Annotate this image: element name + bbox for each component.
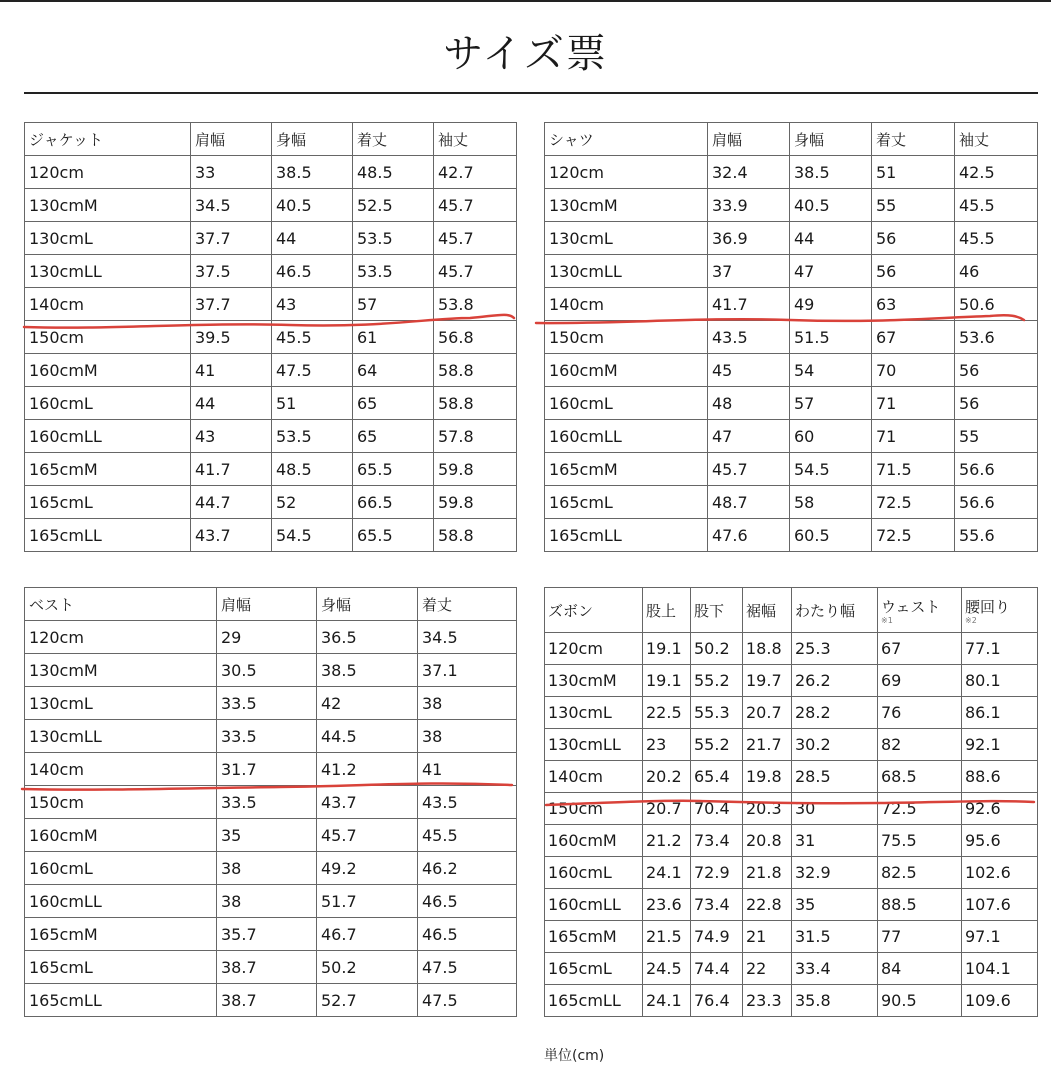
header-label: 身幅: [321, 595, 352, 614]
measurement-cell: 46.5: [418, 918, 517, 951]
measurement-cell: 104.1: [962, 953, 1038, 985]
measurement-cell: 45.5: [955, 189, 1038, 222]
size-label: 160cmLL: [545, 420, 708, 453]
header-label: 肩幅: [221, 595, 252, 614]
measurement-cell: 76: [878, 697, 962, 729]
size-label: 150cm: [545, 793, 643, 825]
size-label: 160cmM: [545, 354, 708, 387]
size-label: 130cmM: [25, 654, 217, 687]
measurement-cell: 48.7: [708, 486, 790, 519]
size-label: 165cmL: [545, 486, 708, 519]
header-label: 裾幅: [746, 601, 777, 620]
measurement-cell: 72.9: [691, 857, 743, 889]
size-label: 165cmLL: [25, 984, 217, 1017]
measurement-cell: 37: [708, 255, 790, 288]
measurement-cell: 56.8: [434, 321, 517, 354]
measurement-cell: 41.2: [317, 753, 418, 786]
measurement-cell: 20.3: [743, 793, 792, 825]
measurement-cell: 33.5: [217, 687, 317, 720]
measurement-cell: 23.6: [643, 889, 691, 921]
measurement-cell: 55.2: [691, 729, 743, 761]
measurement-cell: 26.2: [792, 665, 878, 697]
measurement-cell: 51.7: [317, 885, 418, 918]
measurement-cell: 47.5: [418, 951, 517, 984]
measurement-cell: 72.5: [878, 793, 962, 825]
measurement-cell: 24.1: [643, 857, 691, 889]
size-label: 130cmLL: [545, 255, 708, 288]
measurement-cell: 44: [272, 222, 353, 255]
measurement-cell: 44: [790, 222, 872, 255]
measurement-cell: 46.5: [418, 885, 517, 918]
measurement-cell: 31: [792, 825, 878, 857]
size-label: 165cmM: [25, 453, 191, 486]
measurement-cell: 56: [955, 387, 1038, 420]
measurement-cell: 71.5: [872, 453, 955, 486]
unit-note: 単位(cm): [544, 1048, 605, 1064]
measurement-cell: 45.5: [955, 222, 1038, 255]
size-label: 160cmL: [25, 387, 191, 420]
measurement-cell: 45.5: [272, 321, 353, 354]
size-label: 120cm: [545, 633, 643, 665]
header-footnote-mark: ※2: [965, 615, 977, 625]
measurement-cell: 33.5: [217, 786, 317, 819]
measurement-cell: 28.2: [792, 697, 878, 729]
size-label: 160cmLL: [25, 420, 191, 453]
measurement-cell: 95.6: [962, 825, 1038, 857]
size-label: 140cm: [545, 761, 643, 793]
measurement-cell: 38: [418, 720, 517, 753]
measurement-cell: 55.6: [955, 519, 1038, 552]
measurement-cell: 45.7: [434, 255, 517, 288]
measurement-cell: 21.5: [643, 921, 691, 953]
measurement-cell: 33: [191, 156, 272, 189]
pants-140cm-underline: [546, 801, 1034, 805]
size-label: 130cmM: [545, 189, 708, 222]
header-label: 身幅: [794, 130, 825, 149]
measurement-cell: 56.6: [955, 486, 1038, 519]
measurement-cell: 45.7: [708, 453, 790, 486]
header-label: 袖丈: [438, 130, 469, 149]
measurement-cell: 37.1: [418, 654, 517, 687]
measurement-cell: 18.8: [743, 633, 792, 665]
measurement-cell: 33.4: [792, 953, 878, 985]
measurement-cell: 53.8: [434, 288, 517, 321]
measurement-cell: 56: [872, 255, 955, 288]
measurement-cell: 38: [418, 687, 517, 720]
measurement-cell: 84: [878, 953, 962, 985]
measurement-cell: 44: [191, 387, 272, 420]
measurement-cell: 59.8: [434, 453, 517, 486]
measurement-cell: 38.7: [217, 984, 317, 1017]
measurement-cell: 56: [872, 222, 955, 255]
measurement-cell: 47: [790, 255, 872, 288]
measurement-cell: 92.1: [962, 729, 1038, 761]
measurement-cell: 38: [217, 885, 317, 918]
size-label: 130cmM: [25, 189, 191, 222]
measurement-cell: 67: [878, 633, 962, 665]
measurement-cell: 59.8: [434, 486, 517, 519]
vest-140cm-underline: [22, 783, 512, 789]
measurement-cell: 73.4: [691, 889, 743, 921]
measurement-cell: 20.2: [643, 761, 691, 793]
measurement-cell: 38: [217, 852, 317, 885]
measurement-cell: 35.8: [792, 985, 878, 1017]
measurement-cell: 45.7: [434, 222, 517, 255]
measurement-cell: 49.2: [317, 852, 418, 885]
measurement-cell: 23: [643, 729, 691, 761]
measurement-cell: 42: [317, 687, 418, 720]
measurement-cell: 88.6: [962, 761, 1038, 793]
size-label: 165cmLL: [545, 519, 708, 552]
measurement-cell: 19.7: [743, 665, 792, 697]
measurement-cell: 65.5: [353, 519, 434, 552]
measurement-cell: 53.5: [353, 255, 434, 288]
measurement-cell: 32.4: [708, 156, 790, 189]
measurement-cell: 55.2: [691, 665, 743, 697]
measurement-cell: 88.5: [878, 889, 962, 921]
measurement-cell: 51.5: [790, 321, 872, 354]
measurement-cell: 43.5: [708, 321, 790, 354]
measurement-cell: 46: [955, 255, 1038, 288]
measurement-cell: 46.2: [418, 852, 517, 885]
measurement-cell: 43.5: [418, 786, 517, 819]
measurement-cell: 82: [878, 729, 962, 761]
measurement-cell: 47: [708, 420, 790, 453]
measurement-cell: 60: [790, 420, 872, 453]
measurement-cell: 46.5: [272, 255, 353, 288]
measurement-cell: 82.5: [878, 857, 962, 889]
measurement-cell: 80.1: [962, 665, 1038, 697]
size-label: 165cmL: [25, 951, 217, 984]
measurement-cell: 58.8: [434, 519, 517, 552]
measurement-cell: 71: [872, 387, 955, 420]
size-label: 130cmM: [545, 665, 643, 697]
measurement-cell: 97.1: [962, 921, 1038, 953]
measurement-cell: 45.7: [317, 819, 418, 852]
size-label: 130cmL: [545, 697, 643, 729]
measurement-cell: 56.6: [955, 453, 1038, 486]
measurement-cell: 65.5: [353, 453, 434, 486]
measurement-cell: 43.7: [317, 786, 418, 819]
measurement-cell: 46.7: [317, 918, 418, 951]
measurement-cell: 19.8: [743, 761, 792, 793]
measurement-cell: 54.5: [790, 453, 872, 486]
measurement-cell: 76.4: [691, 985, 743, 1017]
measurement-cell: 42.5: [955, 156, 1038, 189]
measurement-cell: 52.5: [353, 189, 434, 222]
size-label: 130cmL: [25, 222, 191, 255]
size-label: 160cmLL: [545, 889, 643, 921]
measurement-cell: 32.9: [792, 857, 878, 889]
measurement-cell: 30.5: [217, 654, 317, 687]
measurement-cell: 45.7: [434, 189, 517, 222]
measurement-cell: 57: [790, 387, 872, 420]
measurement-cell: 19.1: [643, 665, 691, 697]
measurement-cell: 73.4: [691, 825, 743, 857]
measurement-cell: 21.7: [743, 729, 792, 761]
jacket-140cm-underline: [24, 315, 514, 328]
size-label: 120cm: [25, 621, 217, 654]
measurement-cell: 47.5: [418, 984, 517, 1017]
measurement-cell: 43: [272, 288, 353, 321]
measurement-cell: 58: [790, 486, 872, 519]
header-label: 股下: [694, 601, 725, 620]
measurement-cell: 40.5: [272, 189, 353, 222]
measurement-cell: 31.5: [792, 921, 878, 953]
measurement-cell: 33.9: [708, 189, 790, 222]
measurement-cell: 60.5: [790, 519, 872, 552]
measurement-cell: 54: [790, 354, 872, 387]
measurement-cell: 53.5: [353, 222, 434, 255]
measurement-cell: 19.1: [643, 633, 691, 665]
measurement-cell: 52.7: [317, 984, 418, 1017]
measurement-cell: 64: [353, 354, 434, 387]
header-footnote-mark: ※1: [881, 615, 893, 625]
size-label: 160cmM: [25, 819, 217, 852]
size-label: 140cm: [25, 753, 217, 786]
size-label: 165cmM: [545, 453, 708, 486]
measurement-cell: 38.5: [317, 654, 418, 687]
measurement-cell: 38.5: [272, 156, 353, 189]
measurement-cell: 35: [217, 819, 317, 852]
measurement-cell: 38.5: [790, 156, 872, 189]
header-label: 袖丈: [959, 130, 990, 149]
size-label: 140cm: [545, 288, 708, 321]
measurement-cell: 38.7: [217, 951, 317, 984]
size-label: 165cmL: [25, 486, 191, 519]
measurement-cell: 61: [353, 321, 434, 354]
size-label: 130cmLL: [25, 255, 191, 288]
measurement-cell: 50.6: [955, 288, 1038, 321]
measurement-cell: 74.4: [691, 953, 743, 985]
measurement-cell: 35: [792, 889, 878, 921]
measurement-cell: 41: [191, 354, 272, 387]
measurement-cell: 55.3: [691, 697, 743, 729]
measurement-cell: 51: [872, 156, 955, 189]
page-title: サイズ票: [443, 31, 608, 77]
measurement-cell: 25.3: [792, 633, 878, 665]
measurement-cell: 69: [878, 665, 962, 697]
size-label: 160cmL: [545, 387, 708, 420]
measurement-cell: 109.6: [962, 985, 1038, 1017]
header-label: 股上: [646, 601, 677, 620]
measurement-cell: 20.7: [743, 697, 792, 729]
header-label: ベスト: [29, 595, 75, 614]
measurement-cell: 42.7: [434, 156, 517, 189]
measurement-cell: 50.2: [691, 633, 743, 665]
measurement-cell: 28.5: [792, 761, 878, 793]
measurement-cell: 50.2: [317, 951, 418, 984]
header-label: 肩幅: [195, 130, 226, 149]
shirts-140cm-underline: [536, 315, 1024, 323]
size-label: 160cmM: [545, 825, 643, 857]
size-label: 160cmL: [25, 852, 217, 885]
header-label: 着丈: [422, 595, 453, 614]
measurement-cell: 52: [272, 486, 353, 519]
measurement-cell: 77.1: [962, 633, 1038, 665]
measurement-cell: 75.5: [878, 825, 962, 857]
measurement-cell: 41.7: [708, 288, 790, 321]
measurement-cell: 37.5: [191, 255, 272, 288]
measurement-cell: 58.8: [434, 354, 517, 387]
measurement-cell: 41: [418, 753, 517, 786]
measurement-cell: 77: [878, 921, 962, 953]
measurement-cell: 44.5: [317, 720, 418, 753]
size-label: 165cmM: [545, 921, 643, 953]
size-label: 150cm: [545, 321, 708, 354]
measurement-cell: 40.5: [790, 189, 872, 222]
measurement-cell: 34.5: [418, 621, 517, 654]
measurement-cell: 63: [872, 288, 955, 321]
measurement-cell: 21: [743, 921, 792, 953]
size-label: 130cmLL: [545, 729, 643, 761]
measurement-cell: 45.5: [418, 819, 517, 852]
size-label: 130cmL: [545, 222, 708, 255]
measurement-cell: 48.5: [353, 156, 434, 189]
measurement-cell: 49: [790, 288, 872, 321]
measurement-cell: 53.5: [272, 420, 353, 453]
measurement-cell: 41.7: [191, 453, 272, 486]
measurement-cell: 24.5: [643, 953, 691, 985]
measurement-cell: 35.7: [217, 918, 317, 951]
measurement-cell: 37.7: [191, 222, 272, 255]
size-label: 130cmL: [25, 687, 217, 720]
measurement-cell: 70: [872, 354, 955, 387]
measurement-cell: 44.7: [191, 486, 272, 519]
measurement-cell: 36.5: [317, 621, 418, 654]
measurement-cell: 55: [955, 420, 1038, 453]
header-label: 腰回り: [965, 597, 1011, 616]
measurement-cell: 30: [792, 793, 878, 825]
measurement-cell: 22: [743, 953, 792, 985]
measurement-cell: 47.6: [708, 519, 790, 552]
size-label: 150cm: [25, 786, 217, 819]
size-label: 160cmM: [25, 354, 191, 387]
measurement-cell: 72.5: [872, 519, 955, 552]
measurement-cell: 21.2: [643, 825, 691, 857]
measurement-cell: 90.5: [878, 985, 962, 1017]
measurement-cell: 34.5: [191, 189, 272, 222]
measurement-cell: 53.6: [955, 321, 1038, 354]
measurement-cell: 29: [217, 621, 317, 654]
header-label: 着丈: [876, 130, 907, 149]
measurement-cell: 21.8: [743, 857, 792, 889]
measurement-cell: 71: [872, 420, 955, 453]
measurement-cell: 57: [353, 288, 434, 321]
measurement-cell: 30.2: [792, 729, 878, 761]
measurement-cell: 65: [353, 387, 434, 420]
size-label: 165cmL: [545, 953, 643, 985]
measurement-cell: 66.5: [353, 486, 434, 519]
measurement-cell: 43: [191, 420, 272, 453]
measurement-cell: 31.7: [217, 753, 317, 786]
measurement-cell: 24.1: [643, 985, 691, 1017]
measurement-cell: 54.5: [272, 519, 353, 552]
header-label: わたり幅: [795, 601, 856, 620]
measurement-cell: 33.5: [217, 720, 317, 753]
measurement-cell: 43.7: [191, 519, 272, 552]
measurement-cell: 58.8: [434, 387, 517, 420]
header-label: ズボン: [548, 601, 594, 620]
measurement-cell: 47.5: [272, 354, 353, 387]
header-label: 身幅: [276, 130, 307, 149]
measurement-cell: 22.5: [643, 697, 691, 729]
measurement-cell: 45: [708, 354, 790, 387]
size-label: 160cmLL: [25, 885, 217, 918]
header-label: ジャケット: [29, 130, 103, 149]
size-label: 140cm: [25, 288, 191, 321]
header-label: 肩幅: [712, 130, 743, 149]
measurement-cell: 56: [955, 354, 1038, 387]
measurement-cell: 20.8: [743, 825, 792, 857]
measurement-cell: 37.7: [191, 288, 272, 321]
size-label: 165cmLL: [545, 985, 643, 1017]
measurement-cell: 48.5: [272, 453, 353, 486]
size-label: 130cmLL: [25, 720, 217, 753]
measurement-cell: 39.5: [191, 321, 272, 354]
measurement-cell: 57.8: [434, 420, 517, 453]
measurement-cell: 22.8: [743, 889, 792, 921]
header-label: シャツ: [549, 130, 594, 149]
measurement-cell: 74.9: [691, 921, 743, 953]
measurement-cell: 67: [872, 321, 955, 354]
measurement-cell: 65: [353, 420, 434, 453]
measurement-cell: 86.1: [962, 697, 1038, 729]
measurement-cell: 55: [872, 189, 955, 222]
measurement-cell: 70.4: [691, 793, 743, 825]
size-label: 120cm: [545, 156, 708, 189]
measurement-cell: 92.6: [962, 793, 1038, 825]
measurement-cell: 48: [708, 387, 790, 420]
measurement-cell: 36.9: [708, 222, 790, 255]
size-label: 165cmM: [25, 918, 217, 951]
size-label: 160cmL: [545, 857, 643, 889]
measurement-cell: 65.4: [691, 761, 743, 793]
measurement-cell: 20.7: [643, 793, 691, 825]
size-label: 120cm: [25, 156, 191, 189]
measurement-cell: 51: [272, 387, 353, 420]
measurement-cell: 107.6: [962, 889, 1038, 921]
size-label: 165cmLL: [25, 519, 191, 552]
header-label: ウェスト: [881, 597, 941, 616]
size-label: 150cm: [25, 321, 191, 354]
measurement-cell: 72.5: [872, 486, 955, 519]
measurement-cell: 102.6: [962, 857, 1038, 889]
measurement-cell: 68.5: [878, 761, 962, 793]
measurement-cell: 23.3: [743, 985, 792, 1017]
header-label: 着丈: [357, 130, 388, 149]
